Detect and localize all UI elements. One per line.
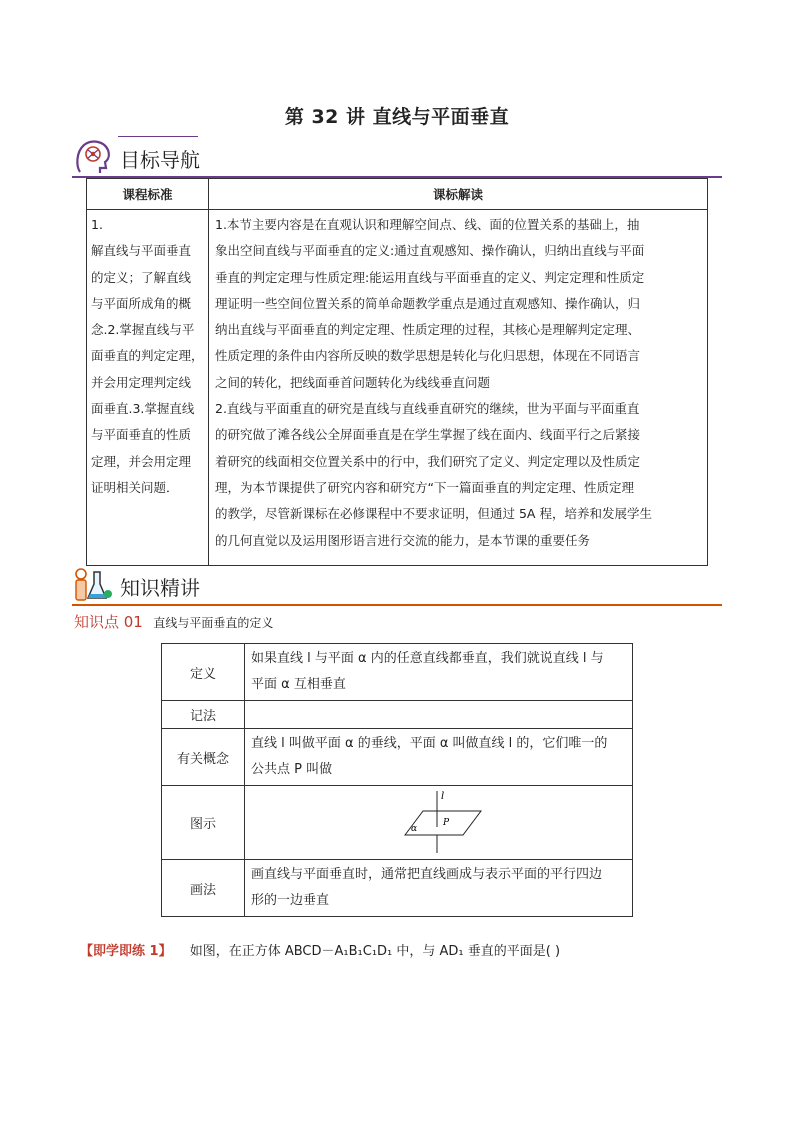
row-value-figure [245, 786, 633, 860]
practice-question [80, 940, 560, 959]
table-row [162, 644, 633, 701]
standard-line: 1. [91, 217, 103, 232]
standard-line: 与平面垂直的性质 [91, 427, 192, 443]
row-key: 定义 [162, 644, 245, 701]
interpretation-line: 理证明一些空间位置关系的简单命题教学重点是通过直观感知、操作确认，归 [215, 295, 641, 311]
standard-line: 面垂直的判定定理， [91, 348, 204, 364]
section-rule [72, 604, 722, 606]
lab-flask-icon [72, 564, 114, 606]
practice-text: 如图，在正方体 ABCD－A₁B₁C₁D₁ 中，与 AD₁ 垂直的平面是( ) [189, 944, 561, 959]
line-l-label: l [441, 790, 445, 802]
standard-cell [87, 210, 209, 566]
interpretation-line: 的研究做了滩各线公全屏面垂直是在学生掌握了线在面内、线面平行之后紧接 [215, 427, 641, 443]
header-interpretation: 课标解读 [209, 179, 708, 210]
interpretation-line: 性质定理的条件由内容所反映的数学思想是转化与化归思想，体现在不同语言 [215, 348, 641, 364]
knowledge-point-heading [74, 611, 273, 632]
table-row [162, 786, 633, 860]
row-key: 画法 [162, 860, 245, 917]
row-value [245, 860, 633, 917]
row-key: 有关概念 [162, 729, 245, 786]
header-standard: 课程标准 [87, 179, 209, 210]
standard-line: 证明相关问题． [91, 479, 179, 495]
standard-line: 解直线与平面垂直 [91, 243, 192, 259]
interpretation-line: 的教学，尽管新课标在必修课程中不要求证明，但通过 5A 程，培养和发展学生 [215, 506, 652, 522]
value-line: 画直线与平面垂直时，通常把直线画成与表示平面的平行四边 [251, 867, 603, 882]
line-perpendicular-plane-figure [245, 787, 625, 859]
page-title: 第 32 讲 直线与平面垂直 [284, 106, 510, 128]
table-row [162, 860, 633, 917]
standard-line: 并会用定理判定线 [91, 374, 192, 390]
standard-line: 面垂直.3.掌握直线 [91, 401, 195, 417]
value-line: 形的一边垂直 [251, 893, 330, 908]
interpretation-line: 的几何直觉以及运用图形语言进行交流的能力，是本节课的重要任务 [215, 532, 591, 548]
standard-line: 念.2.掌握直线与平 [91, 322, 195, 338]
standard-line: 定理，并会用定理 [91, 453, 192, 469]
section-label: 知识精讲 [120, 576, 200, 600]
header-topline [118, 136, 198, 137]
interpretation-cell [209, 210, 708, 566]
interpretation-line: 之间的转化，把线面垂首问题转化为线线垂直问题 [215, 374, 491, 390]
standard-line: 的定义；了解直线 [91, 269, 192, 285]
interpretation-line: 着研究的线面相交位置关系中的行中，我们研究了定义、判定定理以及性质定 [215, 453, 641, 469]
table-row [162, 729, 633, 786]
section-header-goals [72, 136, 722, 178]
interpretation-line: 1.本节主要内容是在直观认识和理解空间点、线、面的位置关系的基础上，抽 [215, 217, 640, 232]
row-value [245, 701, 633, 729]
definition-table [161, 643, 633, 917]
value-line: 如果直线 l 与平面 α 内的任意直线都垂直，我们就说直线 l 与 [251, 651, 604, 666]
knowledge-point-label: 知识点 01 [74, 613, 143, 631]
practice-tag: 【即学即练 1】 [80, 944, 172, 959]
point-p-label: P [443, 817, 450, 828]
interpretation-line: 象出空间直线与平面垂直的定义:通过直观感知、操作确认，归纳出直线与平面 [215, 243, 645, 259]
row-value [245, 729, 633, 786]
interpretation-line: 理，为本节课提供了研究内容和研究方“下一篇面垂直的判定定理、性质定理 [215, 479, 634, 495]
table-row [162, 701, 633, 729]
standard-line: 与平面所成角的概 [91, 295, 192, 311]
section-label: 目标导航 [120, 148, 200, 172]
plane-alpha-label: α [411, 823, 418, 834]
interpretation-line: 2.直线与平面重直的研究是直线与直线垂直研究的继续，世为平面与平面重直 [215, 401, 640, 417]
interpretation-line: 纳出直线与平面垂直的判定定理、性质定理的过程，其核心是理解判定定理、 [215, 322, 641, 338]
standards-table [86, 178, 708, 566]
value-line: 公共点 P 叫做 [251, 762, 333, 777]
value-line: 直线 l 叫做平面 α 的垂线，平面 α 叫做直线 l 的，它们唯一的 [251, 736, 608, 751]
brain-head-icon [72, 136, 114, 178]
row-key: 图示 [162, 786, 245, 860]
interpretation-line: 垂直的判定定理与性质定理:能运用直线与平面垂直的定义、判定定理和性质定 [215, 269, 645, 285]
row-value [245, 644, 633, 701]
section-header-knowledge [72, 564, 722, 606]
row-key: 记法 [162, 701, 245, 729]
knowledge-point-title: 直线与平面垂直的定义 [153, 616, 274, 630]
value-line: 平面 α 互相垂直 [251, 677, 346, 692]
